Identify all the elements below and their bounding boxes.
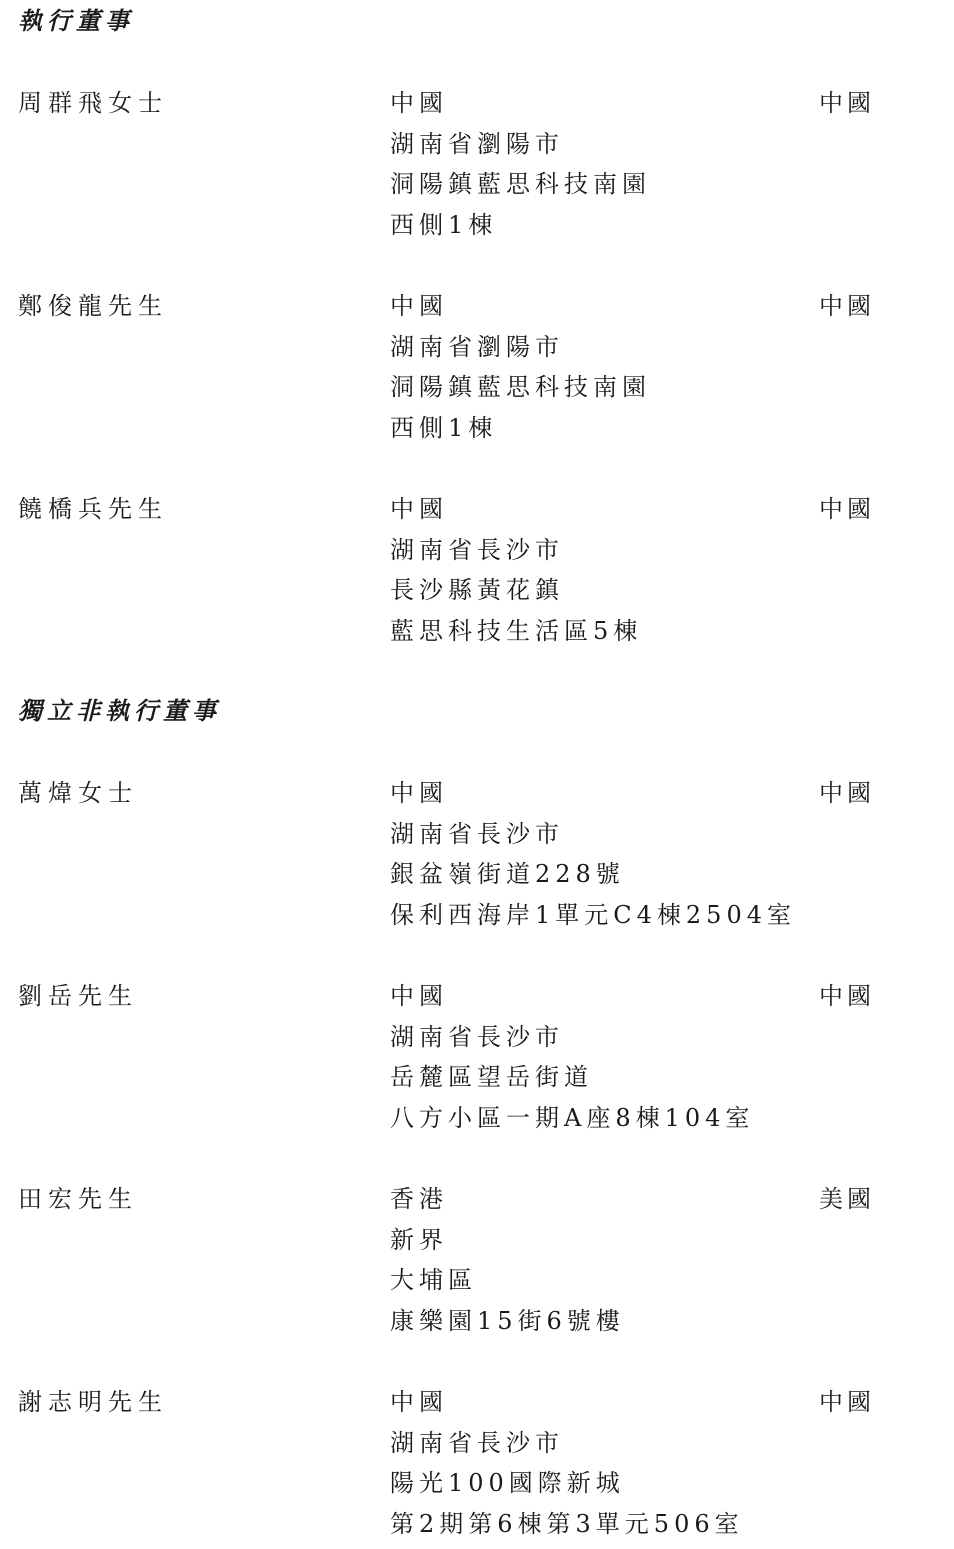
director-nationality: 中國	[819, 292, 875, 320]
address-line: 岳麓區望岳街道	[390, 1063, 593, 1092]
director-name: 劉岳先生	[18, 982, 138, 1010]
director-entry	[0, 979, 954, 1143]
address-line: 湖南省瀏陽市	[390, 332, 564, 361]
address-line: 中國	[390, 292, 448, 320]
director-address	[390, 979, 810, 1142]
director-name: 萬煒女士	[18, 779, 138, 807]
director-address	[390, 289, 810, 452]
director-nationality: 中國	[819, 1388, 875, 1416]
address-line: 洞陽鎮藍思科技南園	[390, 170, 651, 199]
director-address	[390, 492, 810, 655]
director-nationality: 中國	[819, 982, 875, 1010]
director-entry	[0, 289, 954, 453]
section-heading-executive-directors: 執行董事	[18, 6, 134, 35]
address-line: 第2期第6棟第3單元506室	[390, 1510, 744, 1539]
address-line: 西側1棟	[390, 211, 498, 240]
director-address	[390, 1385, 810, 1548]
director-nationality: 中國	[819, 779, 875, 807]
director-nationality: 美國	[819, 1185, 875, 1213]
address-line: 湖南省長沙市	[390, 535, 564, 564]
address-line: 長沙縣黃花鎮	[390, 576, 564, 605]
director-address	[390, 86, 810, 249]
address-line: 八方小區一期A座8棟104室	[390, 1104, 755, 1133]
address-line: 新界	[390, 1225, 448, 1254]
section-heading-independent-directors: 獨立非執行董事	[18, 696, 221, 725]
director-address	[390, 776, 810, 939]
director-name: 鄭俊龍先生	[18, 292, 168, 320]
address-line: 保利西海岸1單元C4棟2504室	[390, 901, 796, 930]
address-line: 中國	[390, 89, 448, 117]
director-entry	[0, 492, 954, 656]
address-line: 大埔區	[390, 1266, 477, 1295]
address-line: 湖南省長沙市	[390, 1022, 564, 1051]
address-line: 銀盆嶺街道228號	[390, 860, 625, 889]
address-line: 中國	[390, 495, 448, 523]
address-line: 康樂園15街6號樓	[390, 1307, 625, 1336]
address-line: 湖南省長沙市	[390, 819, 564, 848]
director-entry	[0, 1182, 954, 1346]
director-address	[390, 1182, 810, 1345]
address-line: 洞陽鎮藍思科技南園	[390, 373, 651, 402]
address-line: 藍思科技生活區5棟	[390, 617, 643, 646]
director-entry	[0, 86, 954, 250]
address-line: 中國	[390, 982, 448, 1010]
director-entry	[0, 776, 954, 940]
address-line: 湖南省瀏陽市	[390, 129, 564, 158]
director-name: 謝志明先生	[18, 1388, 168, 1416]
address-line: 中國	[390, 779, 448, 807]
director-name: 周群飛女士	[18, 89, 168, 117]
director-name: 田宏先生	[18, 1185, 138, 1213]
director-nationality: 中國	[819, 495, 875, 523]
director-entry	[0, 1385, 954, 1549]
director-nationality: 中國	[819, 89, 875, 117]
address-line: 陽光100國際新城	[390, 1469, 625, 1498]
address-line: 香港	[390, 1185, 448, 1213]
address-line: 中國	[390, 1388, 448, 1416]
address-line: 西側1棟	[390, 414, 498, 443]
director-name: 饒橋兵先生	[18, 495, 168, 523]
address-line: 湖南省長沙市	[390, 1428, 564, 1457]
